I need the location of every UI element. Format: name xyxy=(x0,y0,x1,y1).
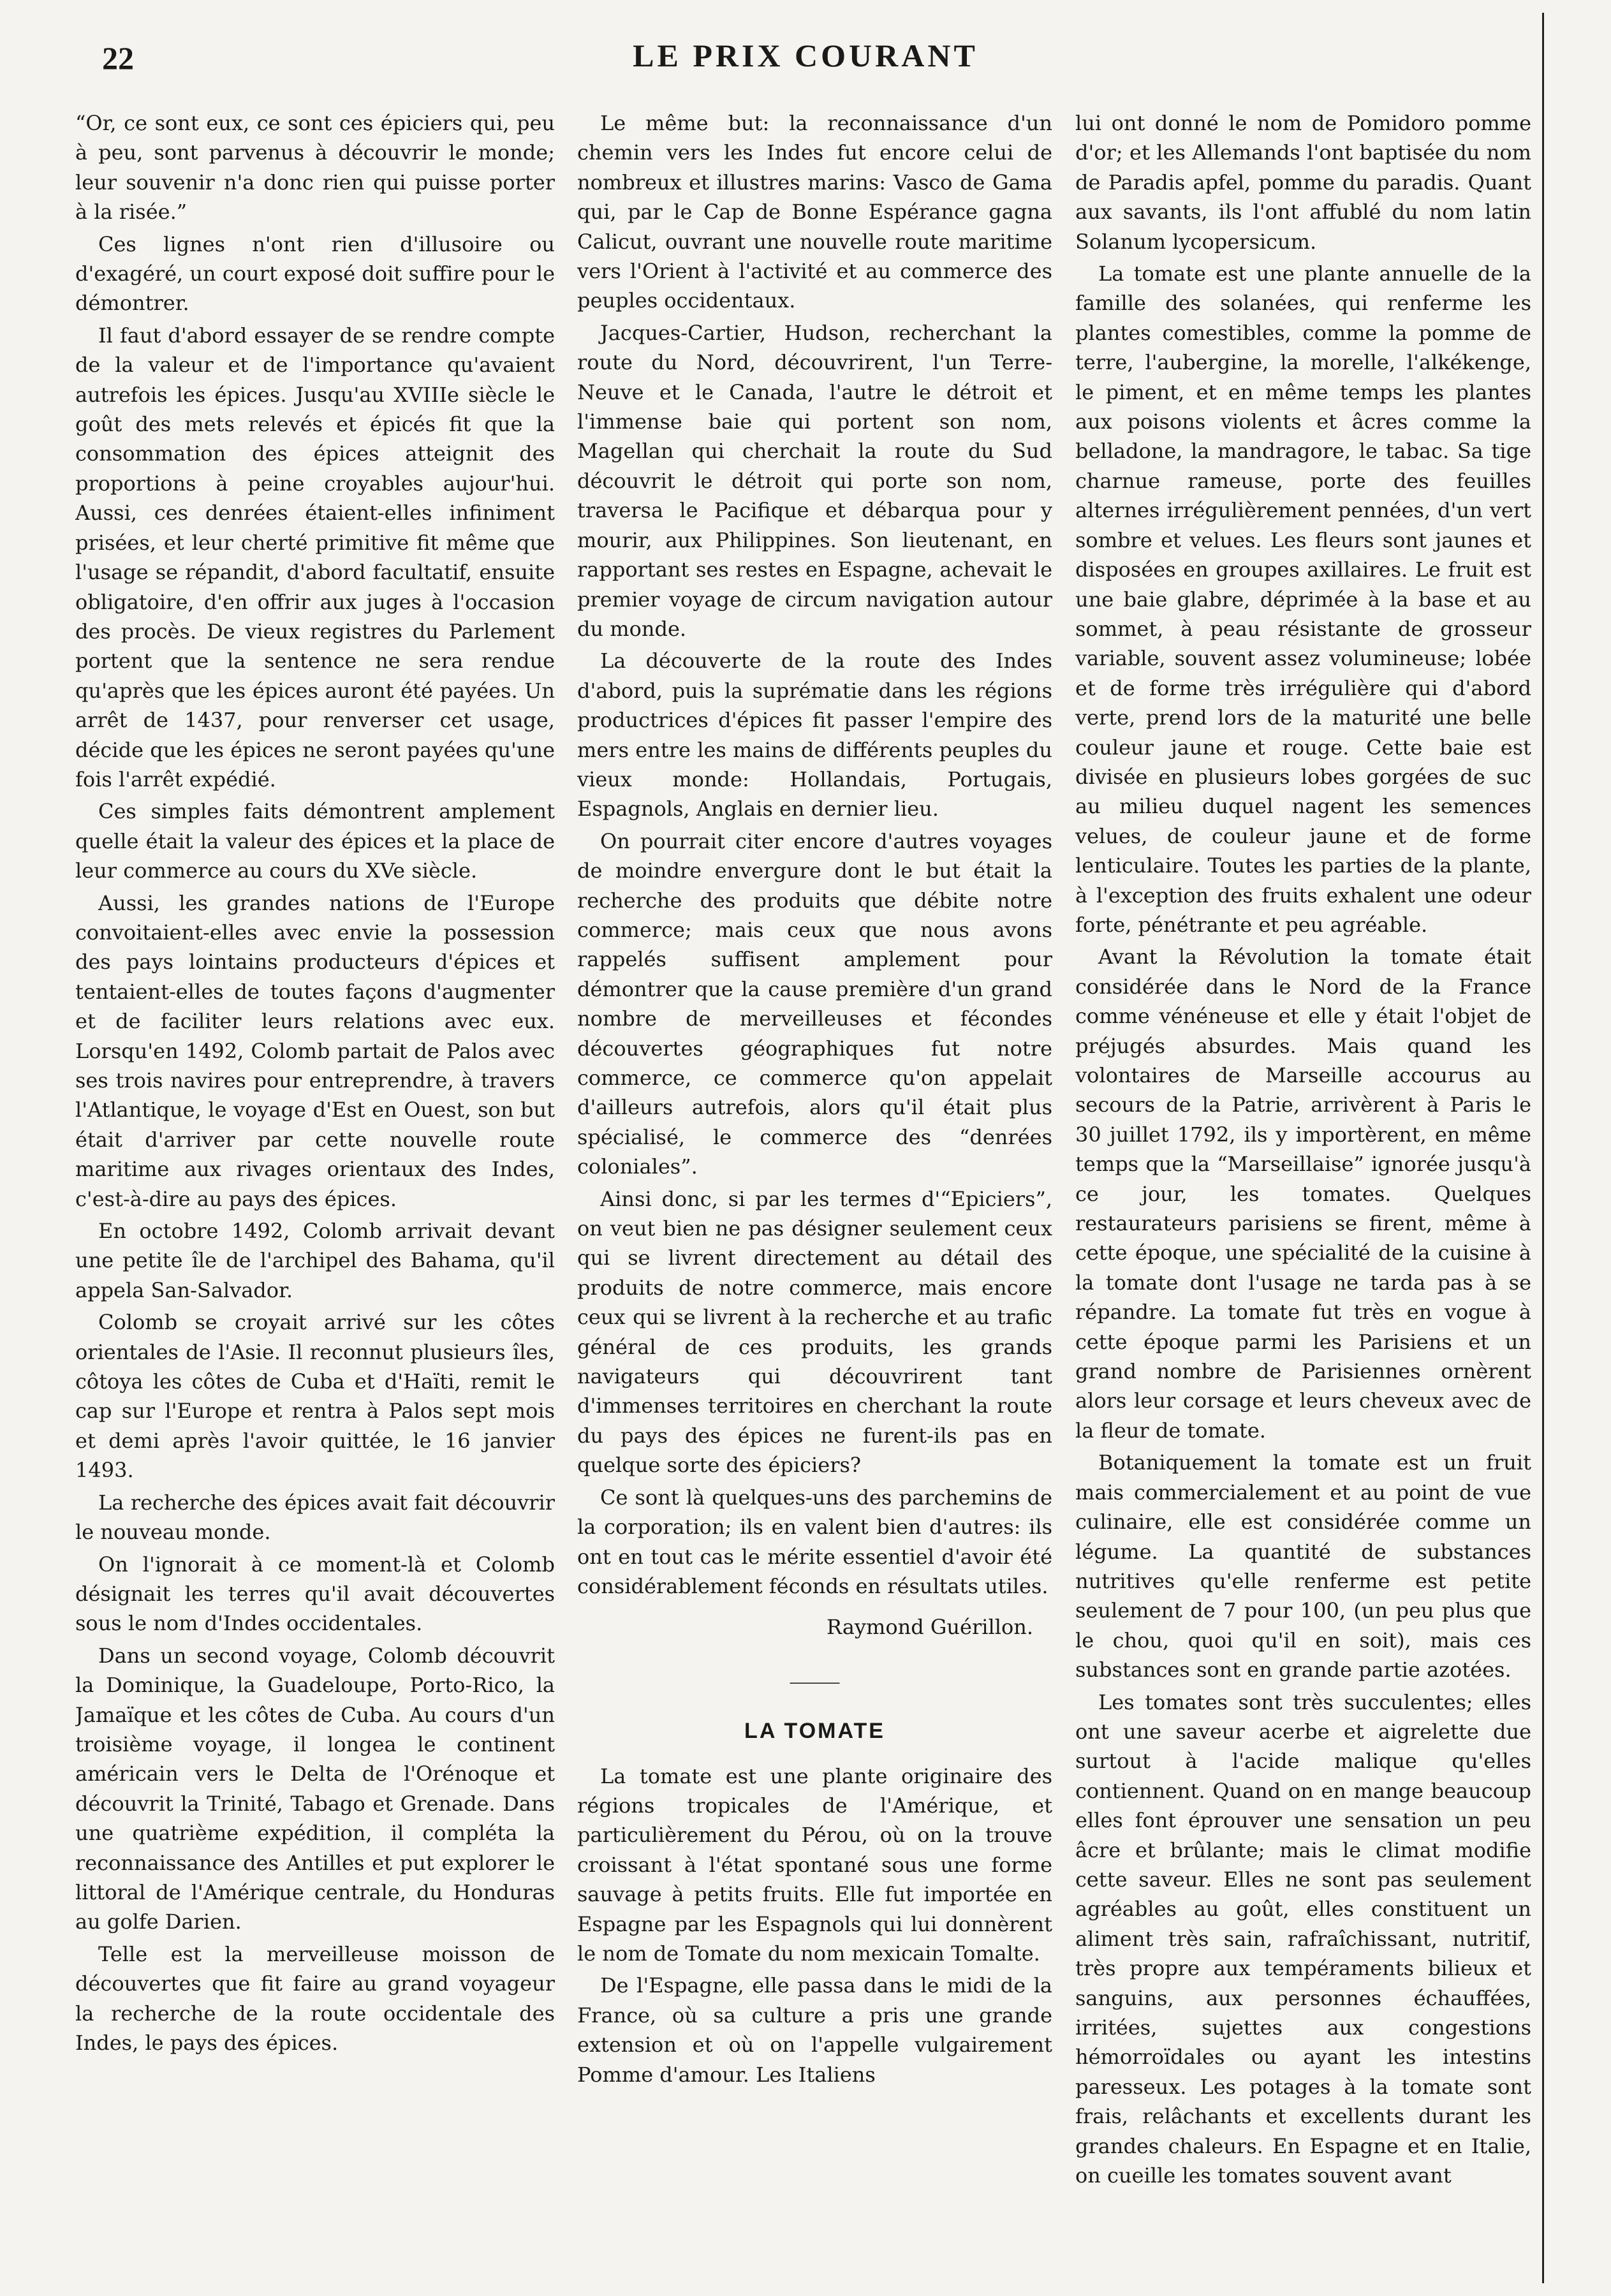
article-paragraph: La tomate est une plante originaire des régions tropicales de l'Amérique, et particulièrement du Pérou, où on la trouve croissant à l'état spontané sous une forme sauvage à petits fruits. Elle fut importée en Espagne par les Espagnols qui lui donnèrent le nom de Tomate du nom mexicain Tomalte. xyxy=(577,1763,1052,1966)
publication-title: LE PRIX COURANT xyxy=(633,38,978,73)
article-signature: Raymond Guérillon. xyxy=(826,1615,1033,1640)
column-left xyxy=(75,108,555,2270)
article-paragraph: Ce sont là quelques-uns des parchemins de la corporation; ils en valent bien d'autres: ils ont en tout cas le mérite essentiel d'avoir été considérablement féconds en résultats utiles. xyxy=(577,1485,1052,1598)
article-paragraph: Le même but: la reconnaissance d'un chemin vers les Indes fut encore celui de nombreux et illustres marins: Vasco de Gama qui, par le Cap de Bonne Espérance gagna Calicut, ouvrant une nouvelle route maritime vers l'Orient à l'activité et au commerce des peuples occidentaux. xyxy=(577,111,1052,313)
article-paragraph: On l'ignorait à ce moment-là et Colomb désignait les terres qu'il avait découvertes sous le nom d'Indes occidentales. xyxy=(75,1552,555,1636)
article-paragraph: Jacques-Cartier, Hudson, recherchant la route du Nord, découvrirent, l'un Terre-Neuve et le Canada, l'autre le détroit et l'immense baie qui portent son nom, Magellan qui cherchait la route du Sud découvrit le détroit qui porte son nom, traversa le Pacifique et débarqua pour y mourir, aux Philippines. Son lieutenant, en rapportant ses restes en Espagne, achevait le premier voyage de circum navigation autour du monde. xyxy=(577,320,1052,641)
column-right xyxy=(1075,108,1531,2270)
section-ornament: ――― xyxy=(790,1672,840,1692)
article-paragraph: La tomate est une plante annuelle de la famille des solanées, qui renferme les plantes comestibles, comme la pomme de terre, l'aubergine, la morelle, l'alkékenge, le piment, et en même temps les plantes aux poisons violents et âcres comme la belladone, la mandragore, le tabac. Sa tige charnue rameuse, porte des feuilles alternes irrégulièrement pennées, d'un vert sombre et velues. Les fleurs sont jaunes et disposées en groupes axillaires. Le fruit est une baie glabre, déprimée à la base et au sommet, à peau résistante de grosseur variable, souvent assez volumineuse; lobée et de forme très irrégulière qui d'abord verte, prend lors de la maturité une belle couleur jaune et rouge. Cette baie est divisée en plusieurs lobes gorgées de suc au milieu duquel nagent les semences velues, de couleur jaune et de forme lenticulaire. Toutes les parties de la plante, à l'exception des fruits exhalent une odeur forte, pénétrante et peu agréable. xyxy=(1075,261,1531,937)
article-paragraph: Colomb se croyait arrivé sur les côtes orientales de l'Asie. Il reconnut plusieurs îles, côtoya les côtes de Cuba et d'Haïti, remit le cap sur l'Europe et rentra à Palos sept mois et demi après l'avoir quittée, le 16 janvier 1493. xyxy=(75,1310,555,1483)
column-middle xyxy=(577,108,1052,2270)
page-number: 22 xyxy=(102,40,134,76)
article-paragraph: “Or, ce sont eux, ce sont ces épiciers qui, peu à peu, sont parvenus à découvrir le monde; leur souvenir n'a donc rien qui puisse porter à la risée.” xyxy=(75,111,555,224)
column-rule xyxy=(1542,13,1544,2283)
article-paragraph: On pourrait citer encore d'autres voyages de moindre envergure dont le but était la recherche des produits que débite notre commerce; mais ceux que nous avons rappelés suffisent amplement pour démontrer que la cause première d'un grand nombre de merveilleuses et fécondes découvertes géographiques fut notre commerce, ce commerce qu'on appelait d'ailleurs autrefois, alors qu'il était plus spécialisé, le commerce des “denrées coloniales”. xyxy=(577,828,1052,1179)
article-paragraph: Ces simples faits démontrent amplement quelle était la valeur des épices et la place de leur commerce au cours du XVe siècle. xyxy=(75,799,555,883)
article-paragraph: De l'Espagne, elle passa dans le midi de la France, où sa culture a pris une grande extension et où on l'appelle vulgairement Pomme d'amour. Les Italiens xyxy=(577,1973,1052,2087)
article-paragraph: La découverte de la route des Indes d'abord, puis la suprématie dans les régions productrices d'épices fit passer l'empire des mers entre les mains de différents peuples du vieux monde: Hollandais, Portugais, Espagnols, Anglais en dernier lieu. xyxy=(577,649,1052,821)
article-paragraph: Aussi, les grandes nations de l'Europe convoitaient-elles avec envie la possession des pays lointains producteurs d'épices et tentaient-elles de toutes façons d'augmenter et de faciliter leurs relations avec eux. Lorsqu'en 1492, Colomb partait de Palos avec ses trois navires pour entreprendre, à travers l'Atlantique, le voyage d'Est en Ouest, son but était d'arriver par cette nouvelle route maritime aux rivages orientaux des Indes, c'est-à-dire au pays des épices. xyxy=(75,890,555,1211)
article-paragraph: Il faut d'abord essayer de se rendre compte de la valeur et de l'importance qu'avaient autrefois les épices. Jusqu'au XVIIIe siècle le goût des mets relevés et épicés fit que la consommation des épices atteignit des proportions à peine croyables aujour'hui. Aussi, ces denrées étaient-elles infiniment prisées, et leur cherté primitive fit même que l'usage se répandit, d'abord facultatif, ensuite obligatoire, d'en offrir aux juges à l'occasion des procès. De vieux registres du Parlement portent que la sentence ne sera rendue qu'après que les épices auront été payées. Un arrêt de 1437, pour renverser cet usage, décide que les épices ne seront payées qu'une fois l'arrêt expédié. xyxy=(75,323,555,791)
article-paragraph: Ces lignes n'ont rien d'illusoire ou d'exagéré, un court exposé doit suffire pour le démontrer. xyxy=(75,232,555,316)
article-paragraph: Les tomates sont très succulentes; elles ont une saveur acerbe et aigrelette due surtout à l'acide malique qu'elles contiennent. Quand on en mange beaucoup elles font éprouver une sensation un peu âcre et brûlante; mais le climat modifie cette saveur. Elles ne sont pas seulement agréables au goût, elles constituent un aliment très sain, rafraîchissant, nutritif, très propre aux tempéraments bilieux et sanguins, aux personnes échauffées, irritées, sujettes aux congestions hémorroïdales ou ayant les intestins paresseux. Les potages à la tomate sont frais, relâchants et excellents durant les grandes chaleurs. En Espagne et en Italie, on cueille les tomates souvent avant xyxy=(1075,1689,1531,2188)
article-paragraph: La recherche des épices avait fait découvrir le nouveau monde. xyxy=(75,1490,555,1545)
article-paragraph: Botaniquement la tomate est un fruit mais commercialement et au point de vue culinaire, elle est considérée comme un légume. La quantité de substances nutritives qu'elle renferme est petite seulement de 7 pour 100, (un peu plus que le chou, quoi qu'il en soit), mais ces substances sont en grande partie azotées. xyxy=(1075,1450,1531,1682)
section-heading: LA TOMATE xyxy=(744,1719,885,1744)
article-paragraph: Telle est la merveilleuse moisson de découvertes que fit faire au grand voyageur la recherche de la route occidentale des Indes, le pays des épices. xyxy=(75,1941,555,2055)
article-paragraph: Avant la Révolution la tomate était considérée dans le Nord de la France comme vénéneuse et elle y était l'objet de préjugés absurdes. Mais quand les volontaires de Marseille accourus au secours de la Patrie, arrivèrent à Paris le 30 juillet 1792, ils y importèrent, en même temps que la “Marseillaise” ignorée jusqu'à ce jour, les tomates. Quelques restaurateurs parisiens se firent, même à cette époque, une spécialité de la cuisine à la tomate dont l'usage ne tarda pas à se répandre. La tomate fut très en vogue à cette époque parmi les Parisiens et un grand nombre de Parisiennes ornèrent alors leur corsage et leurs cheveux avec de la fleur de tomate. xyxy=(1075,945,1531,1443)
article-paragraph: En octobre 1492, Colomb arrivait devant une petite île de l'archipel des Bahama, qu'il appela San-Salvador. xyxy=(75,1219,555,1302)
article-paragraph: lui ont donné le nom de Pomidoro pomme d'or; et les Allemands l'ont baptisée du nom de Paradis apfel, pomme du paradis. Quant aux savants, ils l'ont affublé du nom latin Solanum lycopersicum. xyxy=(1075,111,1531,254)
article-paragraph: Ainsi donc, si par les termes d'“Epiciers”, on veut bien ne pas désigner seulement ceux qui se livrent directement au détail des produits de notre commerce, mais encore ceux qui se livrent à la recherche et au trafic général de ces produits, les grands navigateurs qui découvrirent tant d'immenses territoires en cherchant la route du pays des épices ne furent-ils pas en quelque sorte des épiciers? xyxy=(577,1186,1052,1478)
article-paragraph: Dans un second voyage, Colomb découvrit la Dominique, la Guadeloupe, Porto-Rico, la Jamaïque et les côtes de Cuba. Au cours d'un troisième voyage, il longea le continent américain vers le Delta de l'Orénoque et découvrit la Trinité, Tabago et Grenade. Dans une quatrième expédition, il compléta la reconnaissance des Antilles et put explorer le littoral de l'Amérique centrale, du Honduras au golfe Darien. xyxy=(75,1643,555,1934)
